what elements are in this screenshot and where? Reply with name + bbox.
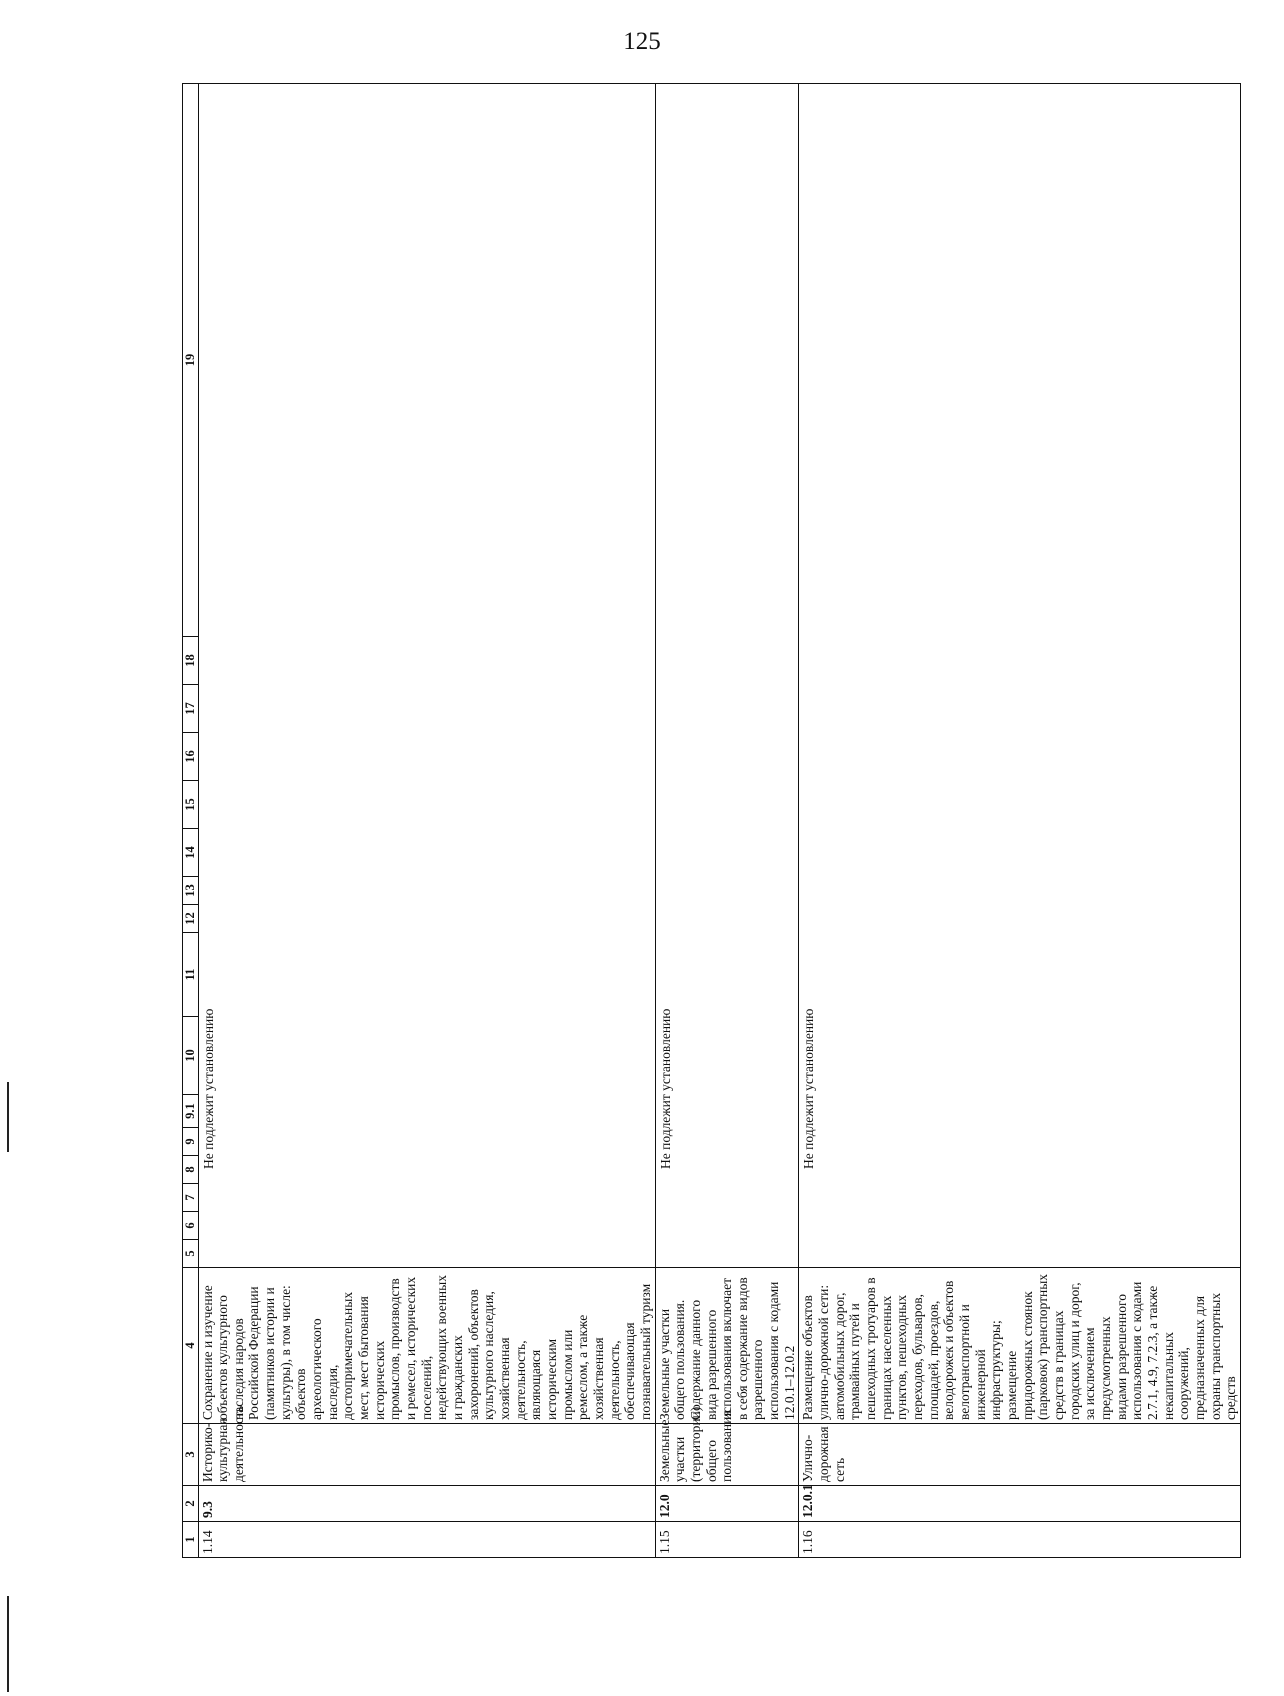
params-note: [655, 84, 799, 1268]
col-header: 14: [183, 829, 199, 877]
params-note-text: Не подлежит установлению: [657, 1008, 673, 1169]
col-header: 17: [183, 685, 199, 733]
col-header: 4: [183, 1268, 199, 1424]
col-header: 10: [183, 1017, 199, 1095]
use-description: Сохранение и изучение объектов культурного наследия народов Российской Федерации (памятников истории и культуры), в том числе: объектов археологического наследия, достопримечательных мест, мест бытования исторических промыслов, производств и ремесел, исторических поселений, недействующих военных и гражданских захоронений, объектов культурного наследия, хозяйственная деятельность, являющаяся историческим промыслом или ремеслом, а также хозяйственная деятельность, обеспечивающая познавательный туризм: [198, 1268, 655, 1424]
use-code: 12.0: [655, 1486, 799, 1522]
col-header: 12: [183, 905, 199, 933]
table-row: [799, 84, 1240, 1558]
use-description: Размещение объектов улично-дорожной сети: автомобильных дорог, трамвайных путей и пешеходных тротуаров в границах населенных пунктов, пешеходных переходов, бульваров, площадей, проездов, велодорожек и объектов велотранспортной и инженерной инфраструктуры; размещение придорожных стоянок (парковок) транспортных средств в границах городских улиц и дорог, за исключением предусмотренных видами разрешенного использования с кодами 2.7.1, 4.9, 7.2.3, а также некапитальных сооружений, предназначенных для охраны транспортных средств: [799, 1268, 1240, 1424]
col-header: 9.1: [183, 1095, 199, 1128]
use-name: Историко-культурная деятельность: [198, 1424, 655, 1486]
params-note-text: Не подлежит установлению: [801, 1008, 817, 1169]
rotated-table-container: [182, 108, 1239, 1558]
page-number: 125: [623, 28, 661, 55]
params-note: [198, 84, 655, 1268]
col-header: 15: [183, 781, 199, 829]
col-header: 8: [183, 1156, 199, 1184]
col-header: 13: [183, 877, 199, 905]
col-header: 3: [183, 1424, 199, 1486]
use-name: Улично-дорожная сеть: [799, 1424, 1240, 1486]
col-header: 5: [183, 1240, 199, 1268]
land-use-table: [182, 83, 1241, 1558]
row-number: 1.15: [655, 1522, 799, 1558]
col-header: 1: [183, 1522, 199, 1558]
use-code: 12.0.1: [799, 1486, 1240, 1522]
params-note-text: Не подлежит установлению: [200, 1008, 216, 1169]
col-header: 7: [183, 1184, 199, 1212]
col-header: 2: [183, 1486, 199, 1522]
table-row: [198, 84, 655, 1558]
col-header: 16: [183, 733, 199, 781]
table-row: [655, 84, 799, 1558]
row-number: 1.16: [799, 1522, 1240, 1558]
use-name: Земельные участки (территории) общего пользования: [655, 1424, 799, 1486]
col-header: 9: [183, 1128, 199, 1156]
scan-mark: [7, 1082, 9, 1152]
col-header: 18: [183, 637, 199, 685]
header-row: [183, 84, 199, 1558]
use-code: 9.3: [198, 1486, 655, 1522]
col-header: 6: [183, 1212, 199, 1240]
params-note: [799, 84, 1240, 1268]
col-header: 19: [183, 84, 199, 637]
row-number: 1.14: [198, 1522, 655, 1558]
col-header: 11: [183, 933, 199, 1017]
scan-mark: [7, 1596, 9, 1692]
use-description: Земельные участки общего пользования. Содержание данного вида разрешенного использования включает в себя содержание видов разрешенного использования с кодами 12.0.1–12.0.2: [655, 1268, 799, 1424]
